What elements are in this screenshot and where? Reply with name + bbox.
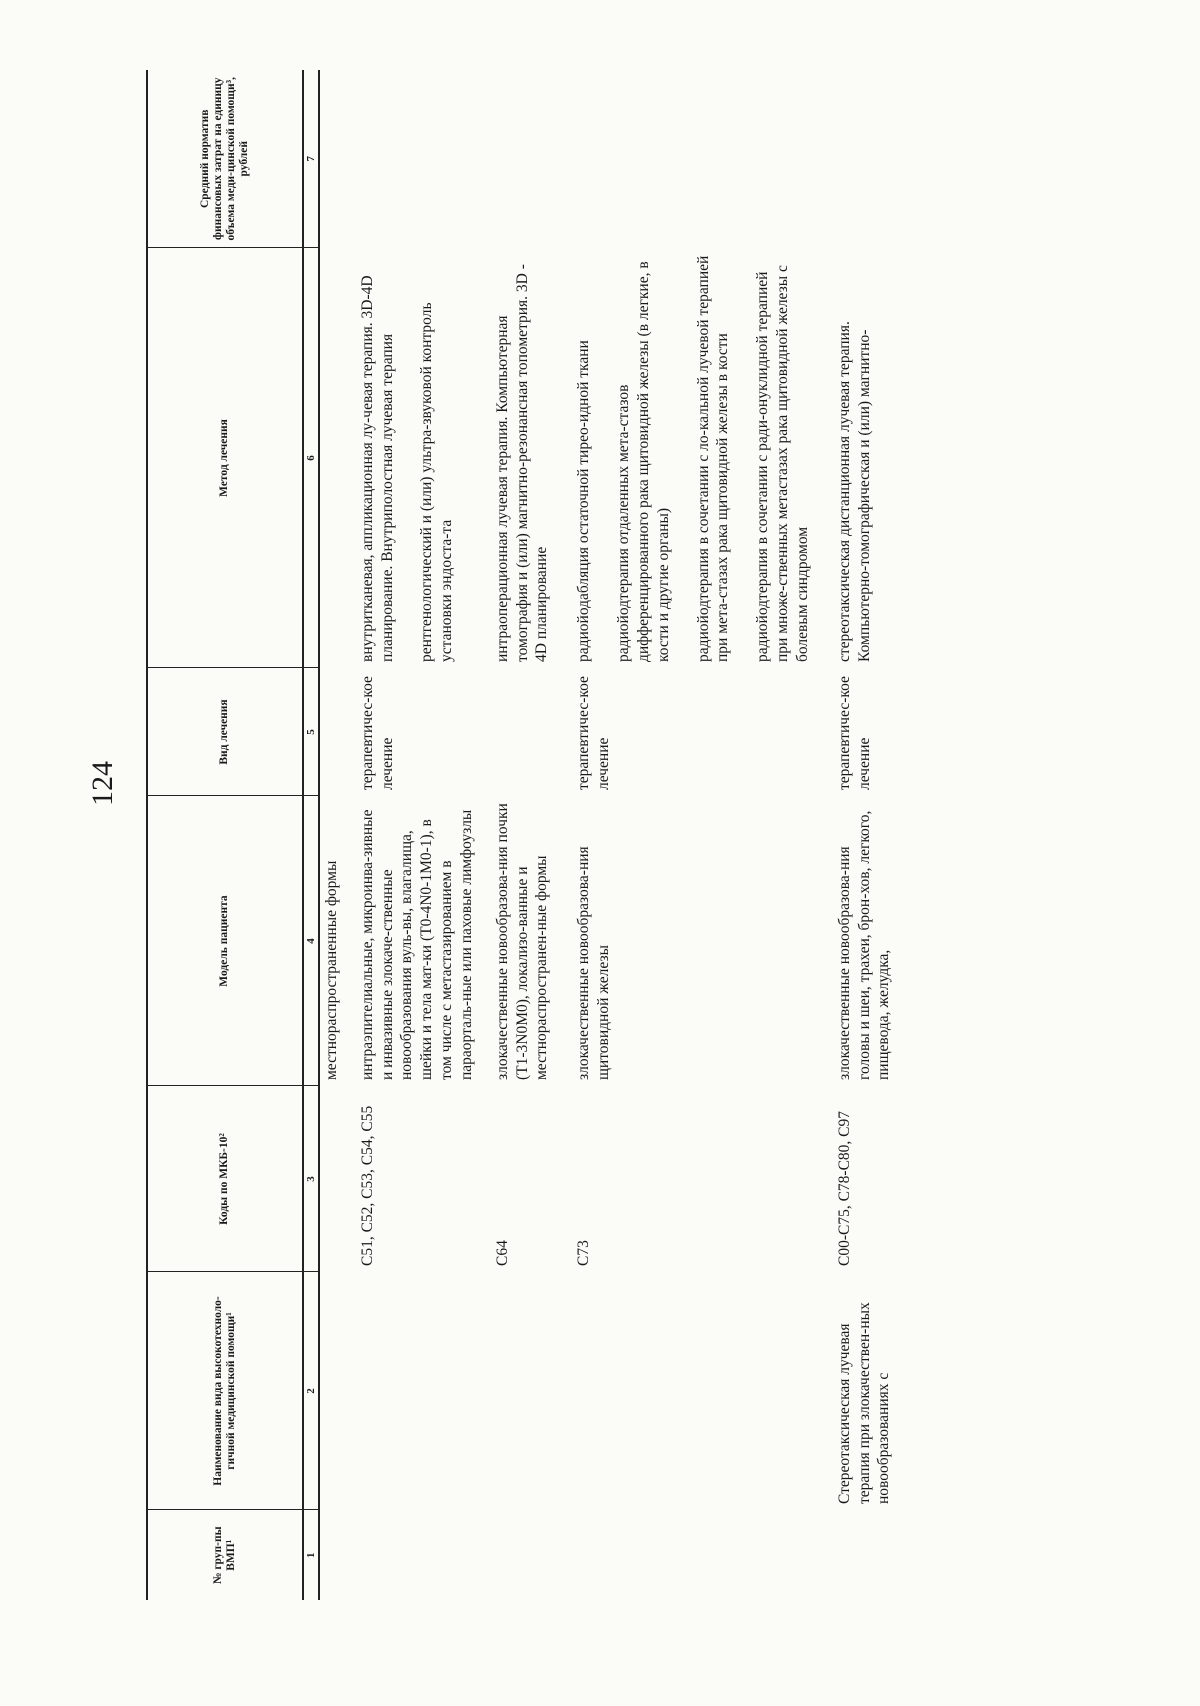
cell-method [479, 248, 560, 668]
cell-group [319, 1510, 344, 1600]
cell-name [560, 1272, 820, 1510]
cell-codes: C73 [575, 1240, 593, 1266]
vmp-table [146, 70, 896, 1600]
column-number: 6 [303, 248, 319, 668]
method-paragraph: интраоперационная лучевая терапия. Компьютерная томография и (или) магнитно-резонансная топометрия. 3D - 4D планирование [493, 264, 551, 662]
cell-treatment-type [319, 668, 344, 796]
cell-treatment-type: терапевтичес-кое лечение [575, 676, 613, 790]
method-paragraph: внутритканевая, аппликационная лу-чевая терапия. 3D-4D планирование. Внутриполостная лучевая терапия [358, 275, 396, 662]
header-vmp-name: Наименование вида высокотехноло-гичной медицинской помощи¹ [147, 1272, 303, 1510]
cell-model: местнораспространенные формы [323, 860, 340, 1080]
table-row [319, 70, 344, 1600]
table-row [479, 70, 560, 1600]
table-row [560, 70, 820, 1600]
method-paragraph: радиойодтерапия в сочетании с ради-онуклидной терапией при множе-ственных метастазах рака щитовидной железы с болевым синдромом [754, 265, 811, 662]
header-patient-model: Модель пациента [147, 796, 303, 1086]
cell-cost [344, 70, 479, 248]
column-number: 4 [303, 796, 319, 1086]
cell-method [319, 248, 344, 668]
cell-name: Стереотаксическая лучевая терапия при злокачествен-ных новообразованиях с [835, 1302, 893, 1504]
cell-method [560, 248, 820, 668]
cell-codes: C51, C52, C53, C54, C55 [358, 1105, 376, 1266]
method-paragraph: радиойодтерапия в сочетании с ло-кальной лучевой терапией при мета-стазах рака щитовидной железы в кости [694, 255, 732, 662]
cell-group [560, 1510, 820, 1600]
cell-treatment-type: терапевтичес-кое лечение [358, 676, 396, 790]
method-paragraph: стереотаксическая дистанционная лучевая терапия. Компьютерно-томографическая и (или) магнитно- [835, 321, 873, 662]
cell-codes: C00-C75, C78-C80, C97 [835, 1110, 853, 1266]
column-number: 5 [303, 668, 319, 796]
method-paragraph: радиойодабляция остаточной тирео-идной ткани [575, 340, 593, 662]
cell-group [344, 1510, 479, 1600]
cell-model: интраэпителиальные, микроинва-зивные и инвазивные злокаче-ственные новообразования вуль-вы, влагалища, шейки и тела мат-ки (T0-4N0-1M0-1), в том числе с метастазированием в параорталь-ные или паховые лимфоузлы [358, 809, 475, 1080]
header-cost-norm: Средний норматив финансовых затрат на единицу объема меди-цинской помощи³, рублей [147, 70, 303, 248]
cell-treatment-type [479, 668, 560, 796]
cell-cost [479, 70, 560, 248]
cell-group [821, 1510, 896, 1600]
cell-method [344, 248, 479, 668]
table-row [344, 70, 479, 1600]
cell-cost [560, 70, 820, 248]
cell-name [344, 1272, 479, 1510]
cell-name [479, 1272, 560, 1510]
column-number: 3 [303, 1086, 319, 1272]
cell-model: злокачественные новообразова-ния головы и шеи, трахеи, брон-хов, легкого, пищевода, желудка, [835, 810, 893, 1080]
cell-codes [319, 1086, 344, 1272]
header-row [147, 70, 303, 1600]
column-number: 7 [303, 70, 319, 248]
method-paragraph: рентгенологический и (или) ультра-звуковой контроль установки эндоста-та [418, 302, 456, 662]
cell-cost [319, 70, 344, 248]
header-treatment-method: Метод лечения [147, 248, 303, 668]
cell-treatment-type: терапевтичес-кое лечение [835, 676, 873, 790]
document-sheet [146, 70, 1026, 1600]
cell-codes: C64 [493, 1240, 511, 1266]
cell-model: злокачественные новообразова-ния щитовидной железы [575, 846, 613, 1080]
column-number-row [303, 70, 319, 1600]
column-number: 1 [303, 1510, 319, 1600]
table-row [821, 70, 896, 1600]
header-treatment-type: Вид лечения [147, 668, 303, 796]
cell-model: злокачественные новообразова-ния почки (T1-3N0M0), локализо-ванные и местнораспространен-ные формы [493, 803, 551, 1080]
cell-name [319, 1272, 344, 1510]
header-group-number: № груп-пы ВМП¹ [147, 1510, 303, 1600]
column-number: 2 [303, 1272, 319, 1510]
header-icd-codes: Коды по МКБ-10² [147, 1086, 303, 1272]
cell-method [821, 248, 896, 668]
page-number: 124 [86, 761, 119, 806]
method-paragraph: радиойодтерапия отдаленных мета-стазов дифференцированного рака щитовидной железы (в легкие, в кости и другие органы) [615, 261, 672, 662]
cell-group [479, 1510, 560, 1600]
cell-cost [821, 70, 896, 248]
